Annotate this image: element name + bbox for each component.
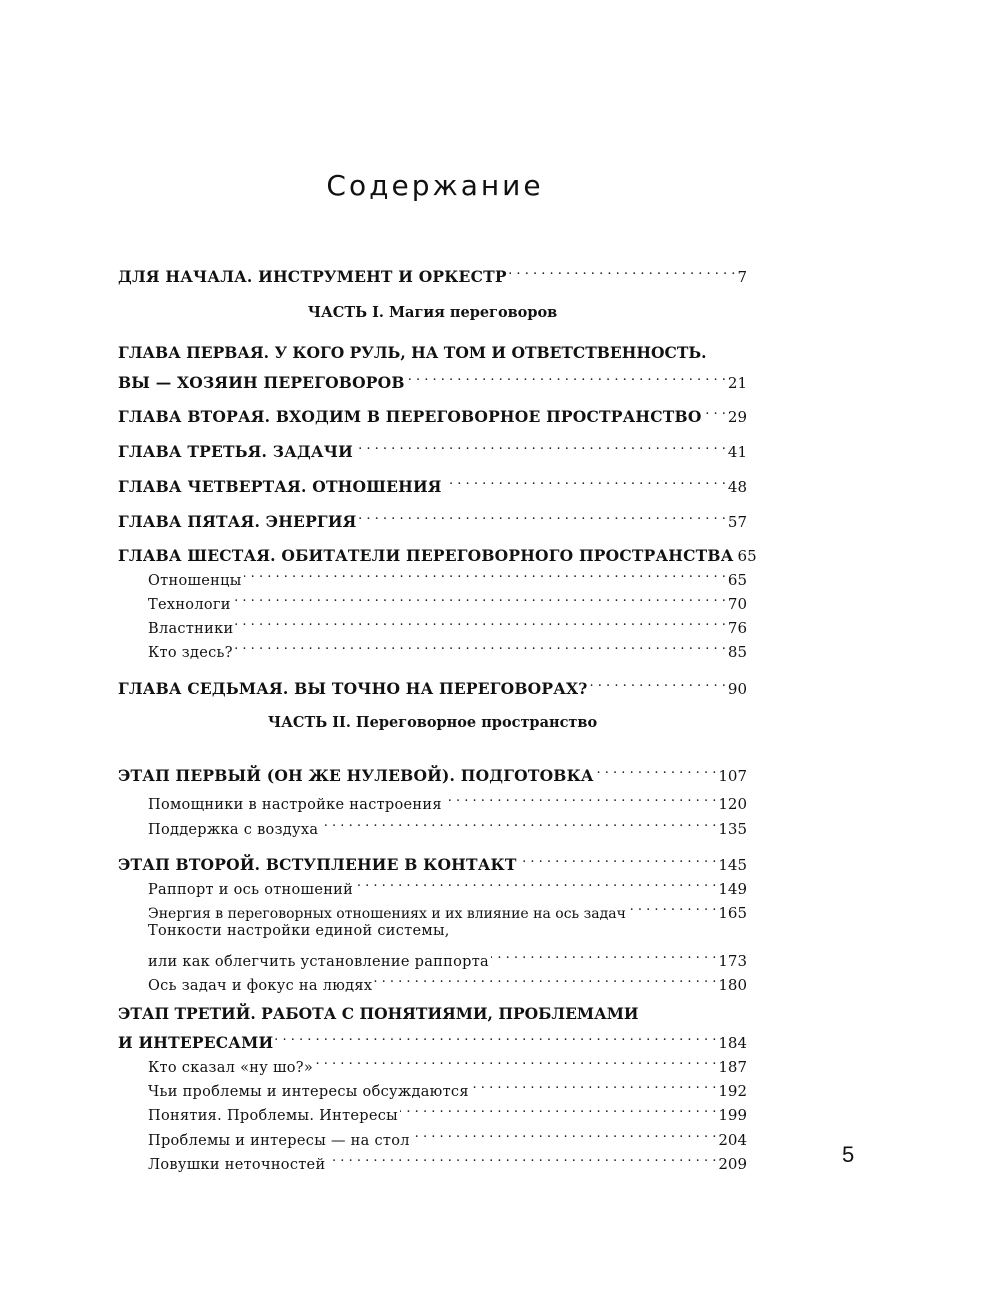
toc-entry-title: ГЛАВА ТРЕТЬЯ. ЗАДАЧИ — [118, 442, 353, 461]
toc-entry-stage-2[interactable] — [118, 848, 747, 872]
dot-leader — [491, 944, 716, 966]
toc-entry-page: 41 — [727, 443, 747, 461]
toc-entry-title: И ИНТЕРЕСАМИ — [118, 1033, 274, 1052]
toc-subentry-title: Властники — [148, 621, 234, 637]
toc-subentry-page: 85 — [727, 643, 747, 661]
dot-leader — [275, 1026, 716, 1048]
toc-entry-chapter-6[interactable] — [118, 539, 757, 565]
dot-leader — [244, 563, 726, 585]
toc-subentry-title: Отношенцы — [148, 573, 242, 589]
dot-leader — [235, 635, 726, 657]
dot-leader — [320, 812, 716, 834]
toc-entry-page: 65 — [737, 547, 757, 565]
toc-subentry-page: 120 — [718, 795, 747, 813]
toc-entry-title: ГЛАВА ЧЕТВЕРТАЯ. ОТНОШЕНИЯ — [118, 477, 442, 496]
dot-leader — [412, 1123, 717, 1145]
dot-leader — [233, 587, 726, 609]
toc-entry-chapter-7[interactable] — [118, 672, 747, 696]
part-heading-1: ЧАСТЬ I. Магия переговоров — [307, 304, 558, 321]
toc-subentry-title: Раппорт и ось отношений — [148, 882, 354, 898]
toc-subentry-page: 180 — [718, 976, 747, 994]
toc-subentry-title: Чьи проблемы и интересы обсуждаются — [148, 1084, 469, 1100]
dot-leader — [355, 872, 716, 894]
toc-subentry-title: Поддержка с воздуха — [148, 822, 319, 838]
toc-subentry-title: Кто сказал «ну шо?» — [148, 1060, 314, 1076]
dot-leader — [444, 470, 726, 492]
toc-subentry[interactable] — [148, 1050, 747, 1074]
dot-leader — [471, 1074, 717, 1096]
toc-subentry[interactable] — [148, 812, 747, 836]
toc-entry-chapter-4[interactable] — [118, 470, 747, 494]
dot-leader — [315, 1050, 716, 1072]
toc-entry-page: 145 — [718, 856, 747, 874]
toc-subentry[interactable] — [148, 587, 747, 611]
toc-entry-page: 7 — [737, 268, 747, 286]
dot-leader — [359, 505, 726, 527]
dot-leader — [596, 759, 717, 781]
toc-subentry[interactable] — [148, 896, 747, 920]
toc-entry-page: 48 — [727, 478, 747, 496]
toc-entry-title: ГЛАВА ПЯТАЯ. ЭНЕРГИЯ — [118, 512, 357, 531]
dot-leader — [519, 848, 717, 870]
toc-subentry[interactable] — [148, 872, 747, 896]
dot-leader — [590, 672, 726, 694]
dot-leader — [355, 435, 726, 457]
toc-subentry[interactable] — [148, 944, 747, 968]
toc-subentry-page: 165 — [718, 904, 747, 922]
toc-subentry[interactable] — [148, 968, 747, 992]
toc-subentry[interactable] — [148, 1147, 747, 1171]
toc-entry-intro[interactable] — [118, 260, 747, 284]
toc-entry-stage-3-line-1[interactable]: ЭТАП ТРЕТИЙ. РАБОТА С ПОНЯТИЯМИ, ПРОБЛЕМАМИ — [118, 1004, 639, 1023]
toc-subentry-title: Ловушки неточностей — [148, 1157, 326, 1173]
toc-subentry[interactable] — [148, 787, 747, 811]
toc-entry-page: 29 — [727, 408, 747, 426]
part-heading-2: ЧАСТЬ II. Переговорное пространство — [267, 714, 598, 731]
toc-entry-title: ГЛАВА ШЕСТАЯ. ОБИТАТЕЛИ ПЕРЕГОВОРНОГО ПРОСТРАНСТВА — [118, 546, 734, 565]
dot-leader — [374, 968, 716, 990]
dot-leader — [235, 611, 725, 633]
toc-subentry-page: 135 — [718, 820, 747, 838]
toc-subentry[interactable] — [148, 1123, 747, 1147]
toc-entry-page: 184 — [718, 1034, 747, 1052]
toc-entry-title: ГЛАВА СЕДЬМАЯ. ВЫ ТОЧНО НА ПЕРЕГОВОРАХ? — [118, 679, 588, 698]
toc-subentry-page: 187 — [718, 1058, 747, 1076]
dot-leader — [704, 400, 726, 422]
toc-entry-page: 57 — [727, 513, 747, 531]
toc-subentry-title: или как облегчить установление раппорта — [148, 954, 489, 970]
dot-leader — [444, 787, 717, 809]
toc-subentry-page: 65 — [727, 571, 747, 589]
dot-leader — [400, 1098, 716, 1120]
toc-subentry-title: Понятия. Проблемы. Интересы — [148, 1108, 398, 1124]
toc-subentry-page: 76 — [727, 619, 747, 637]
toc-entry-title: ЭТАП ВТОРОЙ. ВСТУПЛЕНИЕ В КОНТАКТ — [118, 855, 517, 874]
dot-leader — [407, 366, 726, 388]
dot-leader — [628, 896, 717, 918]
toc-subentry-line-1[interactable]: Тонкости настройки единой системы, — [148, 923, 450, 939]
toc-subentry[interactable] — [148, 611, 747, 635]
toc-subentry-page: 149 — [718, 880, 747, 898]
toc-subentry-title: Кто здесь? — [148, 645, 233, 661]
toc-subentry-title: Технологи — [148, 597, 231, 613]
toc-subentry-title: Ось задач и фокус на людях — [148, 978, 373, 994]
toc-entry-title: ДЛЯ НАЧАЛА. ИНСТРУМЕНТ И ОРКЕСТР — [118, 267, 507, 286]
toc-entry-title: ЭТАП ПЕРВЫЙ (ОН ЖЕ НУЛЕВОЙ). ПОДГОТОВКА — [118, 766, 594, 785]
toc-entry-page: 21 — [727, 374, 747, 392]
toc-subentry[interactable] — [148, 1074, 747, 1098]
toc-subentry-page: 199 — [718, 1106, 747, 1124]
toc-entry-chapter-5[interactable] — [118, 505, 747, 529]
toc-subentry-page: 192 — [718, 1082, 747, 1100]
dot-leader — [509, 260, 736, 282]
toc-subentry[interactable] — [148, 635, 747, 659]
toc-entry-stage-3[interactable] — [118, 1026, 747, 1050]
toc-subentry-page: 209 — [718, 1155, 747, 1173]
toc-entry-page: 90 — [727, 680, 747, 698]
page-title: Содержание — [326, 169, 544, 202]
toc-entry-page: 107 — [718, 767, 747, 785]
toc-subentry-title: Помощники в настройке настроения — [148, 797, 442, 813]
toc-entry-chapter-1[interactable] — [118, 366, 747, 390]
toc-entry-chapter-2[interactable] — [118, 400, 747, 424]
toc-entry-chapter-3[interactable] — [118, 435, 747, 459]
dot-leader — [327, 1147, 716, 1169]
toc-entry-title: ВЫ — ХОЗЯИН ПЕРЕГОВОРОВ — [118, 373, 405, 392]
toc-subentry-page: 204 — [718, 1131, 747, 1149]
toc-subentry[interactable] — [148, 1098, 747, 1122]
page-number: 5 — [842, 1142, 855, 1167]
toc-entry-chapter-1-line-1[interactable]: ГЛАВА ПЕРВАЯ. У КОГО РУЛЬ, НА ТОМ И ОТВЕТСТВЕННОСТЬ. — [118, 343, 707, 362]
toc-subentry-page: 70 — [727, 595, 747, 613]
toc-subentry-title: Энергия в переговорных отношениях и их влияние на ось задач — [148, 906, 626, 922]
toc-entry-title: ГЛАВА ВТОРАЯ. ВХОДИМ В ПЕРЕГОВОРНОЕ ПРОСТРАНСТВО — [118, 407, 702, 426]
toc-entry-stage-1[interactable] — [118, 759, 747, 783]
toc-subentry-page: 173 — [718, 952, 747, 970]
toc-subentry[interactable] — [148, 563, 747, 587]
toc-subentry-title: Проблемы и интересы — на стол — [148, 1133, 410, 1149]
